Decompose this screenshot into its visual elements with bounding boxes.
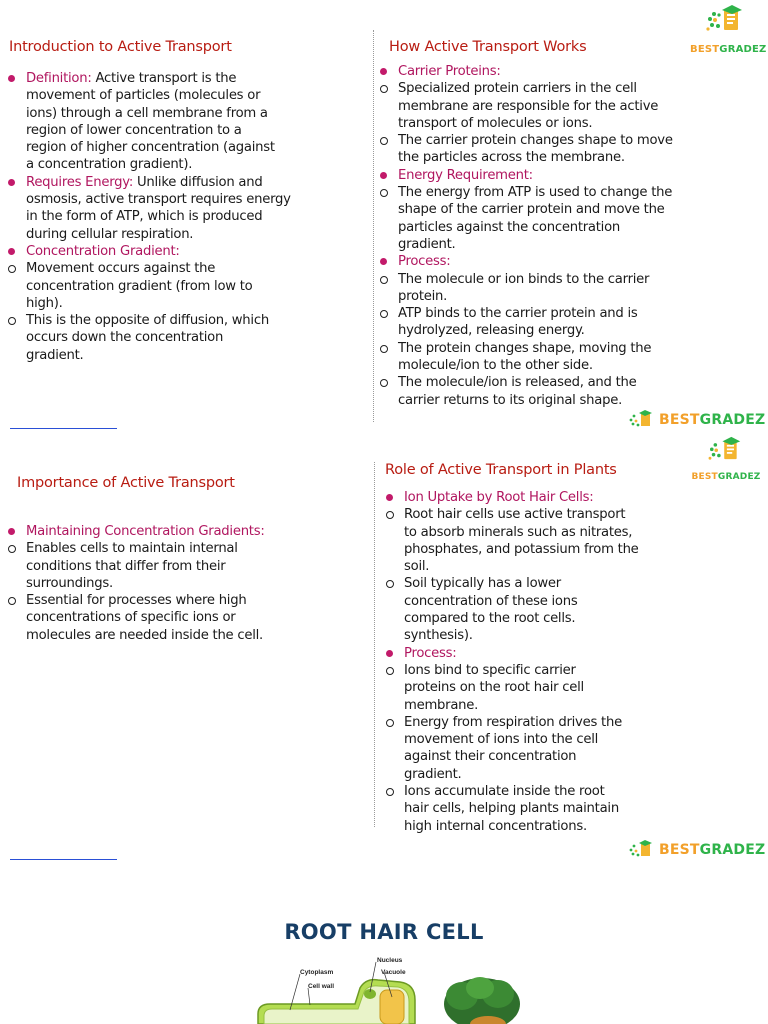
bullet-text-line: proteins on the root hair cell (404, 680, 584, 696)
bullet-text-line: movement of ions into the cell (404, 732, 599, 748)
bullet-text-line: molecules are needed inside the cell. (26, 627, 263, 643)
bullet-item (8, 540, 368, 592)
section-title-intro: Introduction to Active Transport (9, 39, 232, 55)
bullet-text-line: against their concentration (404, 749, 577, 765)
hollow-bullet-icon (380, 345, 388, 353)
filled-bullet-icon (8, 528, 15, 535)
bullet-text-line: osmosis, active transport requires energy (26, 192, 291, 208)
bullet-text-line: gradient. (404, 766, 462, 782)
bullet-item (380, 340, 765, 375)
root-hair-cell-diagram (250, 952, 530, 1024)
bullet-label: Concentration Gradient: (26, 243, 180, 259)
bullet-text-line: particles against the concentration (398, 219, 621, 235)
bullet-text-line: the particles across the membrane. (398, 150, 625, 166)
bullet-heading (386, 489, 716, 506)
bullet-label: Process: (398, 254, 451, 270)
bullet-text-line: shape of the carrier protein and move the (398, 202, 665, 218)
filled-bullet-icon (380, 68, 387, 75)
bullet-text-line: Ions accumulate inside the root (404, 784, 605, 800)
hollow-bullet-icon (380, 310, 388, 318)
bullet-text-line: This is the opposite of diffusion, which (26, 313, 269, 329)
bullet-item (380, 184, 765, 253)
bullet-heading (380, 63, 765, 80)
filled-bullet-icon (386, 494, 393, 501)
bullet-text-line: Active transport is the (95, 71, 237, 86)
diagram-label-vacuole: Vacuole (381, 969, 406, 976)
diagram-label-cell-wall: Cell wall (308, 983, 335, 990)
logo-mark-icon (706, 436, 746, 468)
bullet-label: Requires Energy: (26, 174, 134, 190)
bullet-text-line: carrier returns to its original shape. (398, 392, 623, 408)
logo-mark-icon (704, 4, 748, 40)
link-underline (10, 428, 117, 429)
diagram-label-cytoplasm: Cytoplasm (300, 969, 334, 976)
bullet-text-line: occurs down the concentration (26, 330, 224, 346)
bullet-text-line: Soil typically has a lower (404, 576, 561, 592)
plant-icon (444, 977, 520, 1024)
bullet-text-line: hydrolyzed, releasing energy. (398, 323, 585, 339)
bullet-text-line: molecule/ion to the other side. (398, 358, 593, 374)
bullet-text-line: conditions that differ from their (26, 558, 226, 574)
bullet-text-line: synthesis). (404, 628, 473, 644)
bestgradez-logo-inline: BESTGRADEZ (628, 840, 765, 860)
bullet-text-line: ATP binds to the carrier protein and is (398, 306, 638, 322)
bullet-label: Carrier Proteins: (398, 64, 501, 79)
bullet-text-line: Enables cells to maintain internal (26, 541, 238, 557)
hollow-bullet-icon (380, 379, 388, 387)
bullet-text-line: gradient. (26, 347, 84, 363)
section-plants (386, 489, 716, 835)
hollow-bullet-icon (8, 597, 16, 605)
hollow-bullet-icon (386, 580, 394, 588)
section-title-plants: Role of Active Transport in Plants (385, 462, 617, 478)
filled-bullet-icon (380, 172, 387, 179)
bestgradez-logo-small: BESTGRADEZ (690, 436, 762, 482)
bullet-text-line: concentration gradient (from low to (26, 278, 253, 294)
bullet-text-line: Unlike diffusion and (137, 174, 263, 190)
bullet-text-line: high). (26, 295, 63, 311)
bullet-text-line: region of higher concentration (against (26, 140, 275, 156)
bullet-text-line: transport of molecules or ions. (398, 115, 593, 131)
bullet-item (386, 662, 716, 714)
bullet-item (380, 305, 765, 340)
bullet-text-line: soil. (404, 559, 430, 575)
hollow-bullet-icon (380, 85, 388, 93)
filled-bullet-icon (380, 258, 387, 265)
filled-bullet-icon (386, 650, 393, 657)
bullet-text-line: high internal concentrations. (404, 818, 587, 834)
bullet-item (8, 260, 368, 312)
bullet-item (8, 312, 368, 364)
bullet-text-line: region of lower concentration to a (26, 122, 242, 138)
bullet-text-line: concentrations of specific ions or (26, 610, 236, 626)
hollow-bullet-icon (386, 719, 394, 727)
bullet-item (380, 132, 765, 167)
bullet-heading (386, 645, 716, 662)
section-title-importance: Importance of Active Transport (17, 475, 235, 491)
bullet-label: Process: (404, 645, 457, 661)
diagram-title: ROOT HAIR CELL (284, 920, 484, 944)
bullet-item (380, 374, 765, 409)
section-intro (8, 70, 368, 364)
bullet-heading (8, 243, 368, 260)
bullet-heading (8, 70, 368, 174)
filled-bullet-icon (8, 248, 15, 255)
bullet-text-line: phosphates, and potassium from the (404, 541, 639, 557)
section-importance (8, 523, 368, 644)
hollow-bullet-icon (8, 265, 16, 273)
filled-bullet-icon (8, 179, 15, 186)
section-title-how: How Active Transport Works (389, 39, 587, 55)
bullet-label: Energy Requirement: (398, 167, 533, 183)
bullet-item (380, 80, 765, 132)
bullet-item (386, 714, 716, 783)
hollow-bullet-icon (8, 317, 16, 325)
bullet-text-line: gradient. (398, 236, 456, 252)
bullet-label: Definition: (26, 71, 92, 86)
diagram-label-nucleus: Nucleus (377, 957, 403, 964)
hollow-bullet-icon (380, 189, 388, 197)
bullet-text-line: in the form of ATP, which is produced (26, 209, 263, 225)
bullet-text-line: The carrier protein changes shape to move (398, 133, 673, 149)
bullet-text-line: during cellular respiration. (26, 226, 194, 242)
bullet-heading (380, 167, 765, 184)
bullet-text-line: to absorb minerals such as nitrates, (404, 524, 633, 540)
bullet-text-line: Ions bind to specific carrier (404, 662, 576, 678)
hollow-bullet-icon (386, 511, 394, 519)
column-divider-bottom (374, 462, 375, 827)
bullet-text-line: protein. (398, 288, 448, 304)
bullet-text-line: Root hair cells use active transport (404, 507, 626, 523)
logo-mark-icon (628, 410, 656, 430)
bullet-text-line: Essential for processes where high (26, 593, 247, 609)
bestgradez-logo-inline: BESTGRADEZ (628, 410, 765, 430)
bullet-text-line: compared to the root cells. (404, 611, 576, 627)
filled-bullet-icon (8, 75, 15, 82)
bestgradez-logo: BESTGRADEZ (690, 4, 762, 55)
bullet-text-line: movement of particles (molecules or (26, 88, 261, 104)
bullet-item (8, 592, 368, 644)
bullet-item (386, 575, 716, 644)
bullet-text-line: Specialized protein carriers in the cell (398, 81, 637, 97)
section-how (380, 63, 765, 409)
hollow-bullet-icon (380, 276, 388, 284)
bullet-label: Maintaining Concentration Gradients: (26, 524, 265, 539)
bullet-text-line: a concentration gradient). (26, 157, 193, 173)
hollow-bullet-icon (380, 137, 388, 145)
link-underline (10, 859, 117, 860)
bullet-item (380, 271, 765, 306)
bullet-heading (380, 253, 765, 270)
column-divider-top (373, 30, 374, 422)
bullet-label: Ion Uptake by Root Hair Cells: (404, 490, 594, 505)
bullet-text-line: Movement occurs against the (26, 261, 216, 277)
hollow-bullet-icon (8, 545, 16, 553)
bullet-item (386, 506, 716, 575)
bullet-item (386, 783, 716, 835)
vacuole-shape (380, 990, 404, 1024)
bullet-text-line: The molecule/ion is released, and the (398, 375, 637, 391)
bullet-text-line: Energy from respiration drives the (404, 714, 622, 730)
bullet-text-line: hair cells, helping plants maintain (404, 801, 619, 817)
bullet-text-line: The protein changes shape, moving the (398, 340, 652, 356)
hollow-bullet-icon (386, 667, 394, 675)
bullet-text-line: The molecule or ion binds to the carrier (398, 271, 650, 287)
bullet-text-line: membrane are responsible for the active (398, 98, 659, 114)
bullet-text-line: concentration of these ions (404, 593, 578, 609)
logo-mark-icon (628, 840, 656, 860)
hollow-bullet-icon (386, 788, 394, 796)
bullet-heading (8, 174, 368, 243)
bullet-heading (8, 523, 368, 540)
bullet-text-line: surroundings. (26, 575, 113, 591)
bullet-text-line: ions) through a cell membrane from a (26, 105, 268, 121)
bullet-text-line: The energy from ATP is used to change the (398, 185, 673, 201)
bullet-text-line: membrane. (404, 697, 479, 713)
